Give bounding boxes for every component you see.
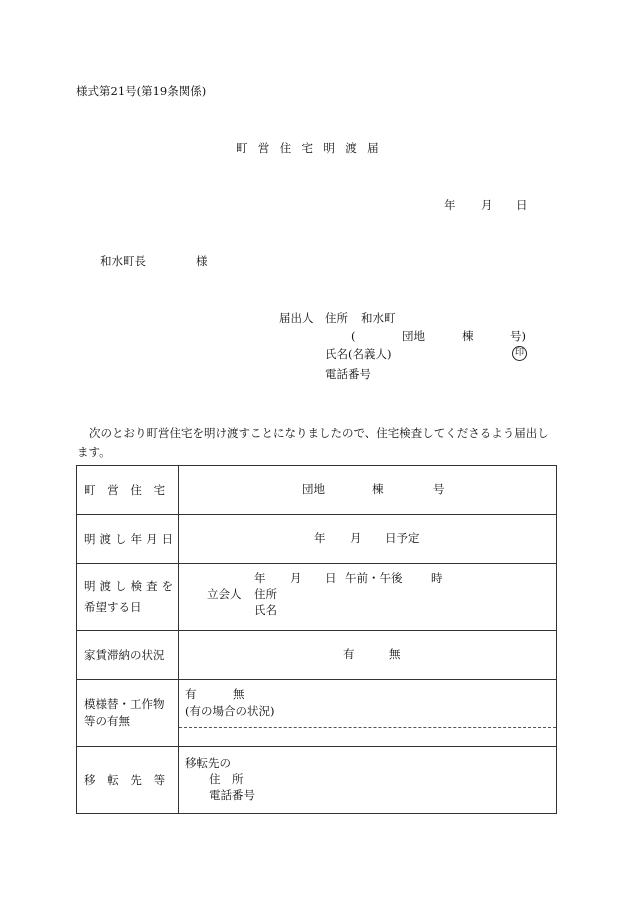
row-vacate-date-label-cell — [77, 515, 179, 564]
row-vacate-date-value-cell[interactable] — [179, 515, 557, 564]
address-value[interactable]: 和水町 — [361, 311, 396, 325]
row-housing-value-cell[interactable] — [179, 466, 557, 515]
row-vacate-date — [77, 515, 557, 564]
date-month[interactable]: 月 — [481, 198, 493, 212]
row-rent-value-cell[interactable] — [179, 631, 557, 680]
destination-phone: 電話番号 — [209, 788, 255, 802]
row-alteration-label-2: 等の有無 — [84, 714, 130, 728]
addressee-honorific: 様 — [196, 254, 208, 268]
inspection-day: 日 — [325, 571, 337, 585]
dashed-divider — [179, 727, 556, 728]
date-year[interactable]: 年 — [444, 198, 456, 212]
rent-no[interactable]: 無 — [389, 647, 401, 661]
housing-room: 号 — [433, 482, 445, 496]
date-day[interactable]: 日 — [516, 198, 528, 212]
row-rent — [77, 631, 557, 680]
address-paren-open: ( — [351, 329, 356, 343]
row-housing — [77, 466, 557, 515]
alteration-note: (有の場合の状況) — [185, 704, 275, 718]
application-table — [76, 465, 557, 814]
destination-label: 移転先の — [185, 756, 231, 770]
destination-address: 住 所 — [209, 772, 244, 786]
row-inspection-label-2: 希望する日 — [84, 600, 142, 614]
inspection-year: 年 — [254, 571, 266, 585]
row-alteration-value-cell[interactable] — [179, 680, 557, 747]
addressee-name: 和水町長 — [100, 254, 146, 268]
row-destination-value-cell[interactable] — [179, 747, 557, 814]
form-number: 様式第21号(第19条関係) — [76, 84, 207, 98]
row-inspection — [77, 564, 557, 631]
witness-label: 立会人 — [207, 587, 242, 601]
alteration-yes[interactable]: 有 — [185, 687, 197, 701]
row-destination-label: 移 転 先 等 — [84, 773, 170, 787]
row-housing-label-cell — [77, 466, 179, 515]
row-inspection-label-cell — [77, 564, 179, 631]
intro-text: 次のとおり町営住宅を明け渡すことになりましたので、住宅検査してくださるよう届出します。 — [77, 426, 549, 459]
housing-building: 棟 — [372, 482, 384, 496]
row-inspection-label-1: 明渡し検査を — [84, 579, 178, 593]
vacate-day: 日予定 — [385, 531, 420, 545]
name-label: 氏名(名義人) — [325, 347, 392, 361]
row-inspection-value-cell[interactable] — [179, 564, 557, 631]
rent-yes[interactable]: 有 — [343, 647, 355, 661]
inspection-hour: 時 — [431, 571, 443, 585]
phone-label: 電話番号 — [325, 367, 371, 381]
row-housing-label: 町 営 住 宅 — [84, 483, 170, 497]
inspection-month: 月 — [290, 571, 302, 585]
witness-address: 住所 — [254, 587, 277, 601]
vacate-year: 年 — [314, 531, 326, 545]
row-destination — [77, 747, 557, 814]
address-room[interactable]: 号) — [510, 329, 526, 343]
row-rent-label: 家賃滞納の状況 — [84, 648, 165, 662]
page-title: 町営住宅明渡届 — [236, 141, 389, 155]
row-alteration-label-cell — [77, 680, 179, 747]
seal-mark: 印 — [512, 346, 527, 361]
witness-name: 氏名 — [254, 603, 277, 617]
applicant-label: 届出人 — [279, 311, 314, 325]
row-alteration-label-1: 模様替・工作物 — [84, 697, 165, 711]
row-alteration — [77, 680, 557, 747]
address-danchi[interactable]: 団地 — [402, 329, 425, 343]
inspection-ampm: 午前・午後 — [345, 571, 403, 585]
address-building[interactable]: 棟 — [462, 329, 474, 343]
address-label: 住所 — [325, 311, 348, 325]
row-rent-label-cell — [77, 631, 179, 680]
vacate-month: 月 — [350, 531, 362, 545]
alteration-no[interactable]: 無 — [233, 687, 245, 701]
housing-danchi: 団地 — [302, 482, 325, 496]
row-vacate-date-label: 明渡し年月日 — [84, 532, 178, 546]
row-destination-label-cell — [77, 747, 179, 814]
